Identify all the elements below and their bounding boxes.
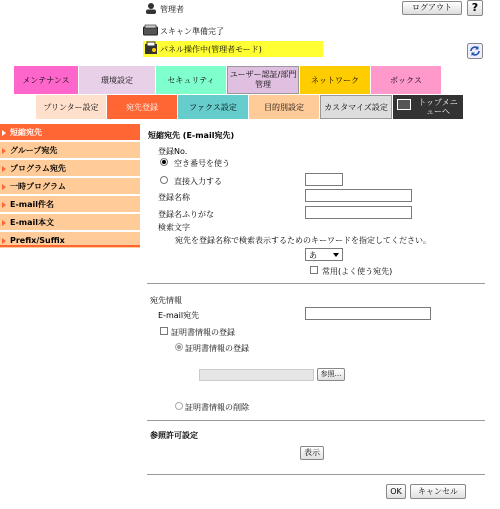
section-divider <box>147 420 485 421</box>
sidebar-item-label: Prefix/Suffix <box>10 236 65 245</box>
chevron-down-icon <box>333 253 339 257</box>
sidebar-divider <box>0 245 140 247</box>
arrow-icon <box>2 166 6 172</box>
email-label: E-mail宛先 <box>158 311 200 320</box>
section-divider <box>147 283 485 284</box>
cert-register-radio-label: 証明書情報の登録 <box>185 344 249 353</box>
arrow-icon <box>2 148 6 154</box>
arrow-icon <box>2 202 6 208</box>
subtab-fax[interactable]: ファクス設定 <box>178 95 248 119</box>
name-input[interactable] <box>305 189 412 202</box>
logout-button[interactable]: ログアウト <box>402 1 462 15</box>
subtab-purpose[interactable]: 目的別設定 <box>249 95 319 119</box>
arrow-icon <box>2 220 6 226</box>
email-input[interactable] <box>305 307 431 320</box>
tab-maintenance[interactable]: メンテナンス <box>14 66 78 94</box>
arrow-icon <box>2 184 6 190</box>
show-button[interactable]: 表示 <box>300 446 324 460</box>
subtab-printer[interactable]: プリンター設定 <box>36 95 106 119</box>
page-title: 短縮宛先 (E-mail宛先) <box>148 131 235 140</box>
search-char-select[interactable] <box>305 248 343 261</box>
browse-button[interactable]: 参照... <box>317 368 345 381</box>
scanner-icon <box>143 24 158 36</box>
sidebar-item-temp-program[interactable] <box>0 178 140 195</box>
sidebar-item-program[interactable] <box>0 160 140 177</box>
sidebar-item-label: E-mail本文 <box>10 218 55 227</box>
sidebar-item-email-subject[interactable] <box>0 196 140 213</box>
tab-user-auth[interactable]: ユーザー認証/部門管理 <box>227 66 299 94</box>
subtab-customize[interactable]: カスタマイズ設定 <box>320 95 392 119</box>
reg-no-auto-label: 空き番号を使う <box>174 159 230 168</box>
sidebar-item-label: 一時プログラム <box>10 182 66 191</box>
cert-register-label: 証明書情報の登録 <box>171 328 235 337</box>
sidebar-item-label: グループ宛先 <box>10 146 58 155</box>
tab-security[interactable]: セキュリティ <box>156 66 226 94</box>
cancel-button[interactable]: キャンセル <box>410 484 466 499</box>
tab-network[interactable]: ネットワーク <box>300 66 370 94</box>
tab-box[interactable]: ボックス <box>371 66 441 94</box>
scan-status: スキャン準備完了 <box>160 27 224 36</box>
favorite-checkbox[interactable] <box>310 266 318 274</box>
user-icon <box>145 2 157 14</box>
cert-file-field[interactable] <box>199 369 314 381</box>
reg-no-auto-radio[interactable] <box>160 158 168 166</box>
help-button[interactable]: ? <box>467 0 483 16</box>
reg-no-manual-label: 直接入力する <box>174 177 222 186</box>
user-label: 管理者 <box>160 5 184 14</box>
subtab-top-menu[interactable] <box>393 95 463 119</box>
sidebar-item-label: E-mail件名 <box>10 200 55 209</box>
tab-environment[interactable]: 環境設定 <box>79 66 155 94</box>
reg-no-input[interactable] <box>305 173 343 186</box>
arrow-icon <box>2 130 6 136</box>
name-label: 登録名称 <box>158 193 190 202</box>
search-char-desc: 宛先を登録名称で検索表示するためのキーワードを指定してください。 <box>175 236 431 245</box>
furigana-label: 登録名ふりがな <box>158 210 214 219</box>
sidebar-item-speed-dial[interactable] <box>0 124 140 141</box>
search-char-label: 検索文字 <box>158 223 190 232</box>
sidebar-item-label: 短縮宛先 <box>10 128 42 137</box>
sidebar-item-group[interactable] <box>0 142 140 159</box>
arrow-icon <box>2 238 6 244</box>
ok-button[interactable]: OK <box>386 484 406 499</box>
footer-divider <box>147 474 485 475</box>
search-char-value: あ <box>309 251 317 260</box>
control-panel-icon <box>144 41 158 55</box>
cert-delete-radio-label: 証明書情報の削除 <box>185 403 249 412</box>
top-menu-label: トップメニューへ <box>418 98 458 116</box>
refresh-icon[interactable] <box>467 43 483 59</box>
sidebar-item-label: プログラム宛先 <box>10 164 66 173</box>
panel-status: パネル操作中(管理者モード) <box>160 45 262 54</box>
cert-delete-radio[interactable] <box>175 402 183 410</box>
favorite-label: 常用(よく使う宛先) <box>322 267 393 276</box>
top-menu-icon <box>397 99 411 110</box>
cert-register-checkbox[interactable] <box>160 327 168 335</box>
ref-perm-label: 参照許可設定 <box>150 431 198 440</box>
furigana-input[interactable] <box>305 206 412 219</box>
subtab-destination[interactable]: 宛先登録 <box>107 95 177 119</box>
reg-no-label: 登録No. <box>158 147 188 156</box>
dest-section-label: 宛先情報 <box>150 296 182 305</box>
reg-no-manual-radio[interactable] <box>160 176 168 184</box>
sidebar-item-email-body[interactable] <box>0 214 140 231</box>
cert-register-radio[interactable] <box>175 343 183 351</box>
